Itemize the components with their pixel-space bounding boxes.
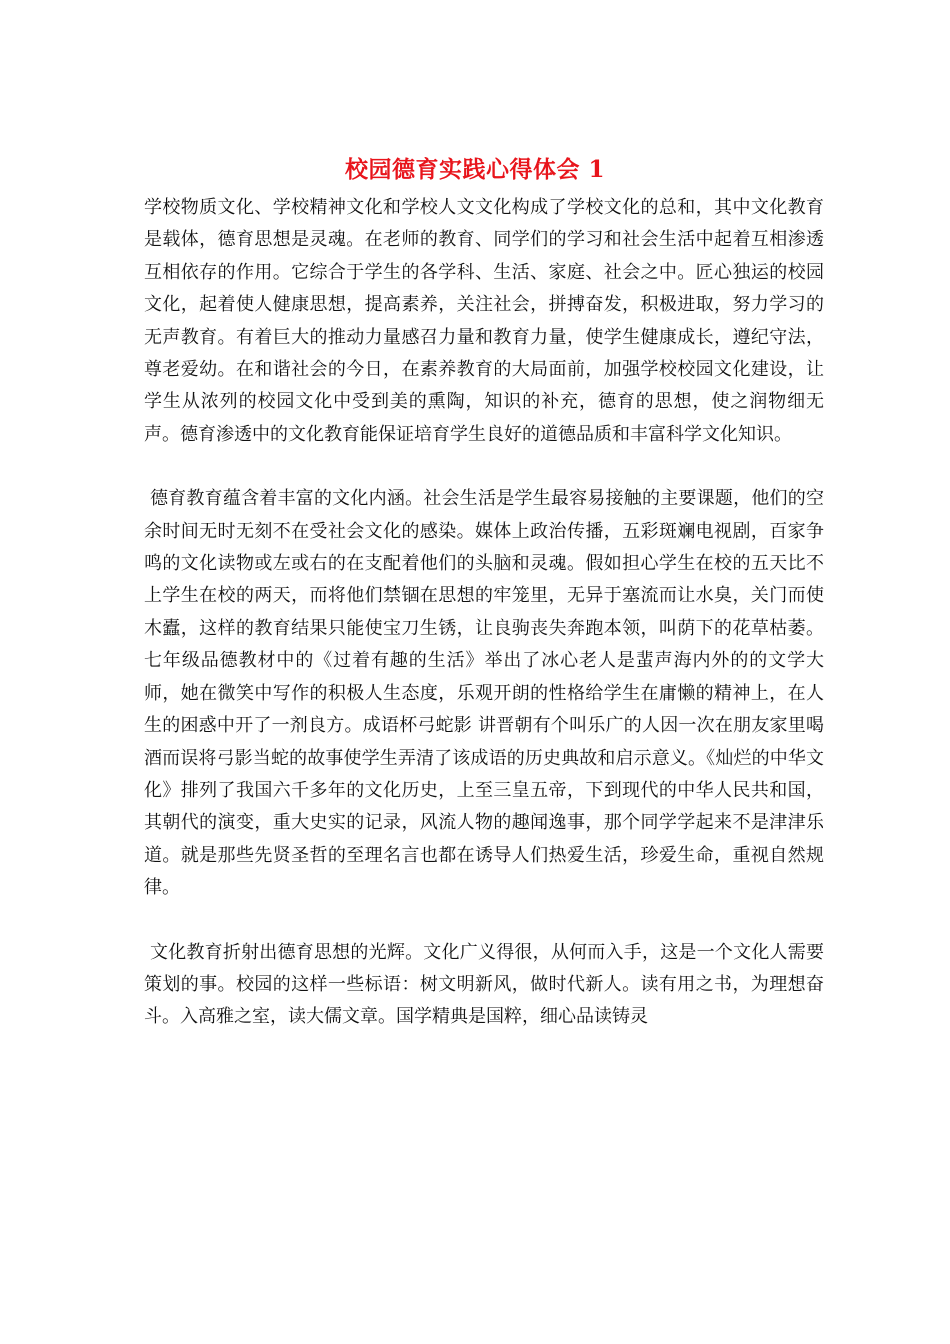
document-title: 校园德育实践心得体会 1 (344, 156, 605, 183)
document-body (144, 192, 824, 1066)
paragraph-1: 学校物质文化、学校精神文化和学校人文文化构成了学校文化的总和，其中文化教育是载体，德育思想是灵魂。在老师的教育、同学们的学习和社会生活中起着互相渗透互相依存的作用。它综合于学生的各学科、生活、家庭、社会之中。匠心独运的校园文化，起着使人健康思想，提高素养，关注社会，拼搏奋发，积极进取，努力学习的无声教育。有着巨大的推动力量感召力量和教育力量，使学生健康成长，遵纪守法，尊老爱幼。在和谐社会的今日，在素养教育的大局面前，加强学校校园文化建设，让学生从浓列的校园文化中受到美的熏陶，知识的补充，德育的思想，使之润物细无声。德育渗透中的文化教育能保证培育学生良好的道德品质和丰富科学文化知识。 (144, 197, 824, 445)
paragraph-3: 文化教育折射出德育思想的光辉。文化广义得很，从何而入手，这是一个文化人需要策划的事。校园的这样一些标语：树文明新风，做时代新人。读有用之书，为理想奋斗。入高雅之室，读大儒文章。国学精典是国粹，细心品读铸灵 (144, 941, 824, 1028)
paragraph-2: 德育教育蕴含着丰富的文化内涵。社会生活是学生最容易接触的主要课题，他们的空余时间无时无刻不在受社会文化的感染。媒体上政治传播，五彩斑斓电视剧，百家争鸣的文化读物或左或右的在支配着他们的头脑和灵魂。假如担心学生在校的五天比不上学生在校的两天，而将他们禁锢在思想的牢笼里，无异于塞流而让水臭，关门而使木蠹，这样的教育结果只能使宝刀生锈，让良驹丧失奔跑本领，叫荫下的花草枯萎。七年级品德教材中的《过着有趣的生活》举出了冰心老人是蜚声海内外的的文学大师，她在微笑中写作的积极人生态度，乐观开朗的性格给学生在庸懒的精神上，在人生的困惑中开了一剂良方。成语杯弓蛇影 讲晋朝有个叫乐广的人因一次在朋友家里喝酒而误将弓影当蛇的故事使学生弄清了该成语的历史典故和启示意义。《灿烂的中华文化》排列了我国六千多年的文化历史，上至三皇五帝，下到现代的中华人民共和国，其朝代的演变，重大史实的记录，风流人物的趣闻逸事，那个同学学起来不是津津乐道。就是那些先贤圣哲的至理名言也都在诱导人们热爱生活，珍爱生命，重视自然规律。 (144, 488, 824, 899)
